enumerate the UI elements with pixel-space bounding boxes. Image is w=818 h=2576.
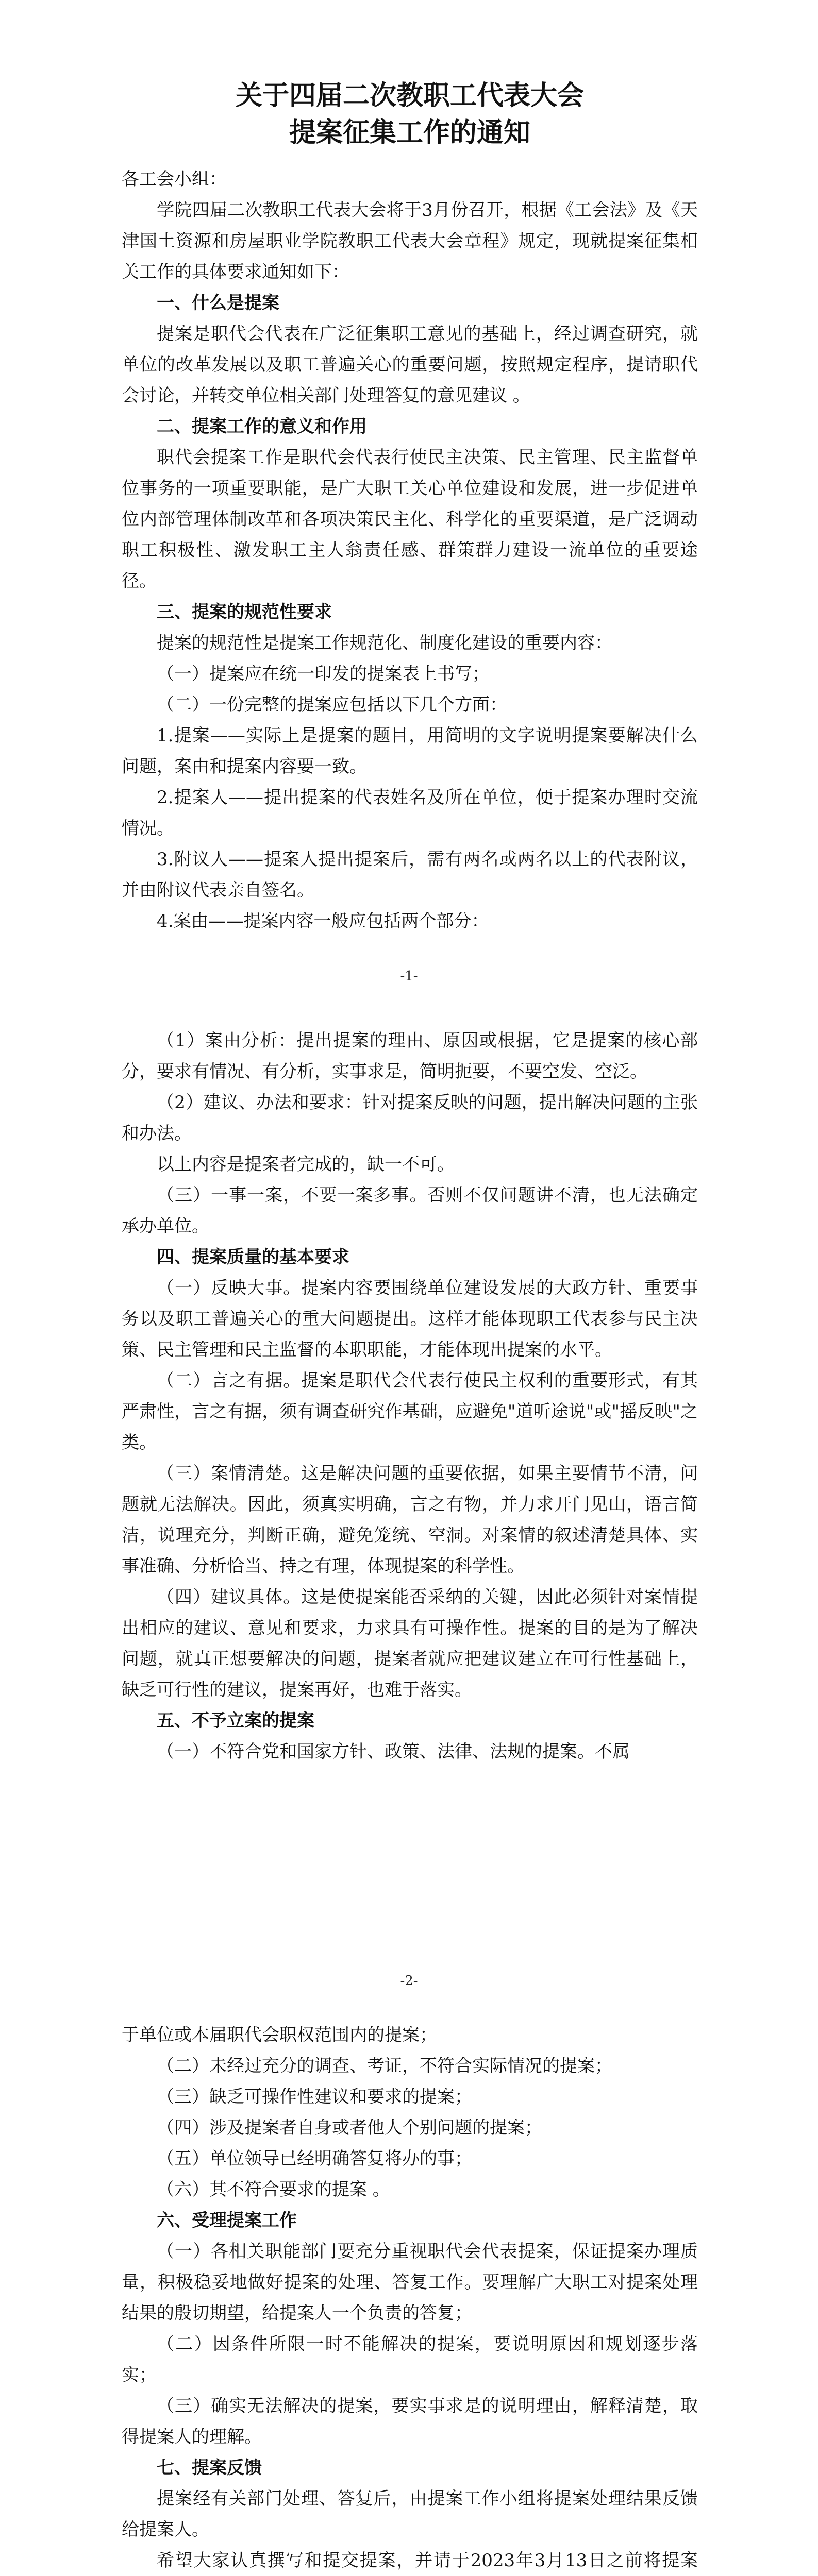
section-1-heading: 一、什么是提案 — [157, 293, 279, 313]
section-7-paragraph-1: 提案经有关部门处理、答复后，由提案工作小组将提案处理结果反馈给提案人。 — [122, 2488, 698, 2540]
section-3-paragraph-11: （三）一事一案，不要一案多事。否则不仅问题讲不清，也无法确定承办单位。 — [122, 1185, 698, 1236]
intro-paragraph: 学院四届二次教职工代表大会将于3月份召开，根据《工会法》及《天津国土资源和房屋职业学院教职工代表大会章程》规定，现就提案征集相关工作的具体要求通知如下： — [122, 200, 698, 282]
section-3-heading: 三、提案的规范性要求 — [157, 602, 332, 622]
section-5-paragraph-1: （一）不符合党和国家方针、政策、法律、法规的提案。不属 — [157, 1741, 630, 1762]
section-2-heading: 二、提案工作的意义和作用 — [157, 416, 367, 437]
section-3-paragraph-1: 提案的规范性是提案工作规范化、制度化建设的重要内容： — [157, 633, 612, 653]
section-4-heading: 四、提案质量的基本要求 — [157, 1247, 349, 1267]
section-4-paragraph-1: （一）反映大事。提案内容要围绕单位建设发展的大政方针、重要事务以及职工普遍关心的重大问题提出。这样才能体现职工代表参与民主决策、民主管理和民主监督的本职职能，才能体现出提案的水平。 — [122, 1278, 698, 1360]
section-6-paragraph-2: （二）因条件所限一时不能解决的提案，要说明原因和规划逐步落实； — [122, 2334, 698, 2385]
section-3-paragraph-2: （一）提案应在统一印发的提案表上书写； — [157, 664, 490, 684]
section-4-paragraph-2: （二）言之有据。提案是职代会代表行使民主权利的重要形式，有其严肃性，言之有据，须有调查研究作基础，应避免"道听途说"或"摇反映"之类。 — [122, 1370, 698, 1453]
section-5-paragraph-4: （三）缺乏可操作性建议和要求的提案； — [157, 2087, 472, 2107]
section-4-paragraph-4: （四）建议具体。这是使提案能否采纳的关键，因此必须针对案情提出相应的建议、意见和要求，力求具有可操作性。提案的目的是为了解决问题，就真正想要解决的问题，提案者就应把建议建立在可行性基础上，缺乏可行性的建议，提案再好，也难于落实。 — [122, 1587, 698, 1700]
section-5-heading: 五、不予立案的提案 — [157, 1710, 314, 1731]
notice-body-2 — [122, 1025, 698, 1767]
section-3-paragraph-4: 1.提案——实际上是提案的题目，用简明的文字说明提案要解决什么问题，案由和提案内容要一致。 — [122, 725, 698, 777]
page-number-1: -1- — [400, 969, 418, 984]
section-3-paragraph-8: （1）案由分析：提出提案的理由、原因或根据，它是提案的核心部分，要求有情况、有分析，实事求是，简明扼要，不要空发、空泛。 — [122, 1030, 698, 1082]
section-3-paragraph-6: 3.附议人——提案人提出提案后，需有两名或两名以上的代表附议，并由附议代表亲自签名。 — [122, 849, 698, 901]
section-5-paragraph-5: （四）涉及提案者自身或者他人个别问题的提案； — [157, 2117, 542, 2138]
section-4-paragraph-3: （三）案情清楚。这是解决问题的重要依据，如果主要情节不清，问题就无法解决。因此，须真实明确，言之有物，并力求开门见山，语言简洁，说理充分，判断正确，避免笼统、空洞。对案情的叙述清楚具体、实事准确、分析恰当、持之有理，体现提案的科学性。 — [122, 1463, 698, 1577]
section-1-paragraph: 提案是职代会代表在广泛征集职工意见的基础上，经过调查研究，就单位的改革发展以及职工普遍关心的重要问题，按照规定程序，提请职代会讨论，并转交单位相关部门处理答复的意见建议 。 — [122, 324, 698, 406]
section-6-heading: 六、受理提案工作 — [157, 2210, 297, 2231]
section-3-paragraph-5: 2.提案人——提出提案的代表姓名及所在单位，便于提案办理时交流情况。 — [122, 787, 698, 839]
section-5-paragraph-2: 于单位或本届职代会职权范围内的提案； — [122, 2025, 437, 2045]
notice-title-block — [122, 77, 698, 151]
salutation: 各工会小组： — [122, 169, 227, 190]
page-3 — [0, 2009, 818, 2576]
section-3-paragraph-3: （二）一份完整的提案应包括以下几个方面： — [157, 694, 507, 715]
page-2 — [0, 1005, 818, 2009]
section-7-paragraph-2: 希望大家认真撰写和提交提案，并请于2023年3月13日之前将提案 — [157, 2550, 698, 2571]
section-5-paragraph-7: （六）其不符合要求的提案 。 — [157, 2179, 390, 2200]
section-7-heading: 七、提案反馈 — [157, 2458, 262, 2478]
section-3-paragraph-10: 以上内容是提案者完成的，缺一不可。 — [157, 1154, 455, 1175]
section-3-paragraph-7: 4.案由——提案内容一般应包括两个部分： — [157, 911, 489, 931]
section-2-paragraph: 职代会提案工作是职代会代表行使民主决策、民主管理、民主监督单位事务的一项重要职能，是广大职工关心单位建设和发展，进一步促进单位内部管理体制改革和各项决策民主化、科学化的重要渠道，是广泛调动职工积极性、激发职工主人翁责任感、群策群力建设一流单位的重要途径。 — [122, 447, 698, 591]
notice-body-1 — [122, 164, 698, 937]
section-6-paragraph-1: （一）各相关职能部门要充分重视职代会代表提案，保证提案办理质量，积极稳妥地做好提案的处理、答复工作。要理解广大职工对提案处理结果的殷切期望，给提案人一个负责的答复； — [122, 2241, 698, 2324]
page-number-2: -2- — [400, 1973, 418, 1989]
notice-title-line1: 关于四届二次教职工代表大会 — [235, 80, 584, 111]
section-6-paragraph-3: （三）确实无法解决的提案，要实事求是的说明理由，解释清楚，取得提案人的理解。 — [122, 2396, 698, 2447]
section-5-paragraph-3: （二）未经过充分的调查、考证，不符合实际情况的提案； — [157, 2056, 612, 2076]
page-1 — [0, 0, 818, 1005]
section-5-paragraph-6: （五）单位领导已经明确答复将办的事； — [157, 2148, 472, 2169]
notice-body-3 — [122, 2020, 698, 2576]
section-3-paragraph-9: （2）建议、办法和要求：针对提案反映的问题，提出解决问题的主张和办法。 — [122, 1092, 698, 1144]
notice-title-line2: 提案征集工作的通知 — [289, 117, 530, 148]
